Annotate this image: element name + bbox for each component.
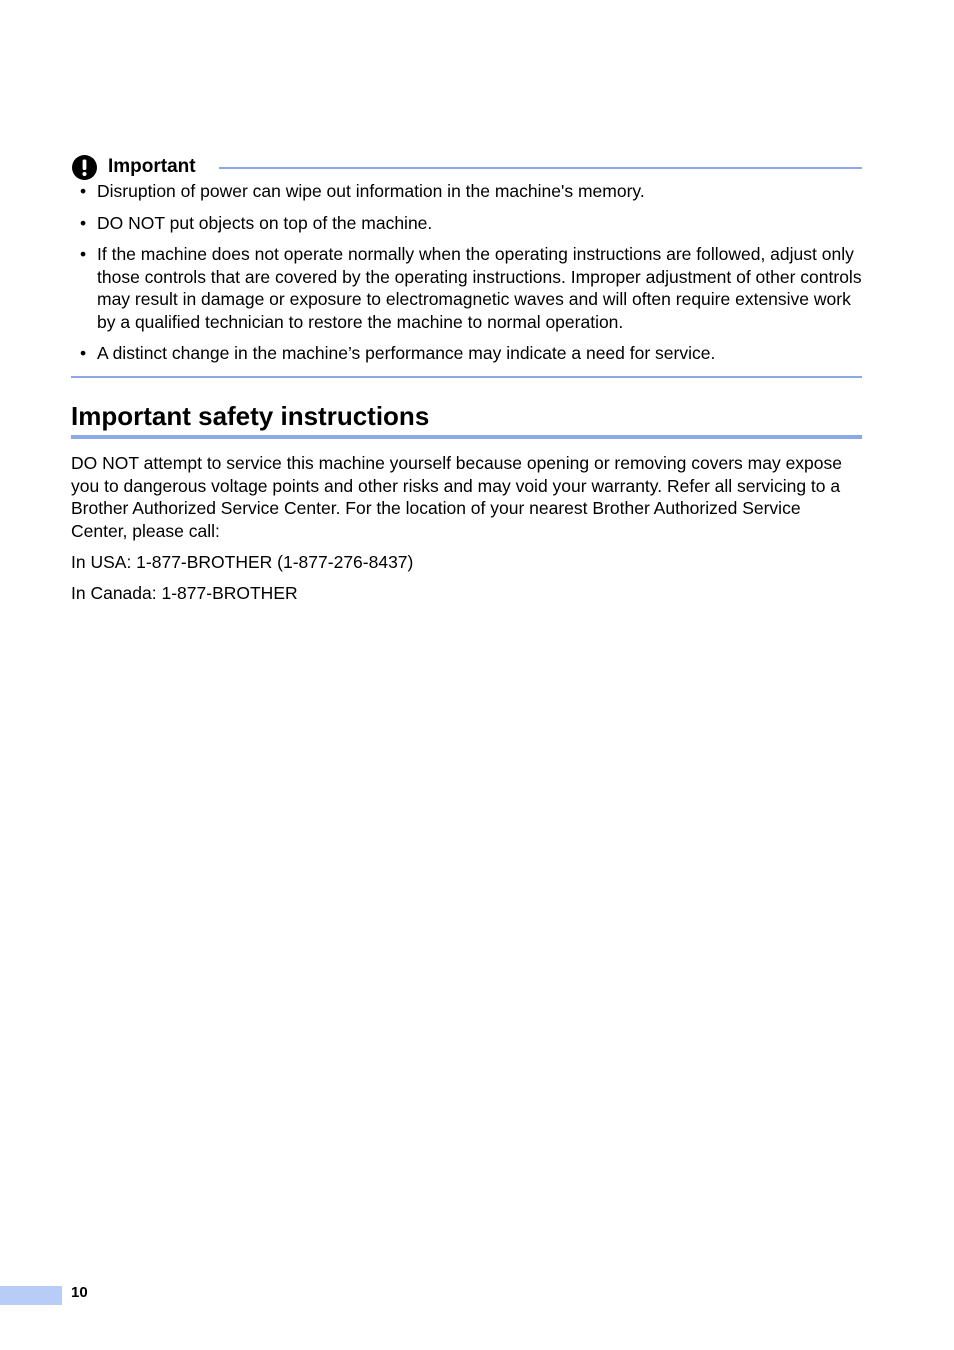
notice-title: Important [108,156,196,177]
canada-phone-line: In Canada: 1-877-BROTHER [71,583,298,603]
notice-bottom-rule [71,376,862,378]
notice-item-text: Disruption of power can wipe out information in the machine's memory. [97,181,645,201]
notice-item [72,180,862,203]
section-title-rule [71,435,862,439]
notice-item-text: DO NOT put objects on top of the machine. [97,212,433,233]
notice-item-text: If the machine does not operate normally when the operating instructions are followed, adjust only those controls that are covered by the operating instructions. Improper adjustment of other controls may result in damage or exposure to electromagnetic waves and will often require extensive work by a qualified technician to restore the machine to normal operation. [97,244,862,332]
usa-phone-line: In USA: 1-877-BROTHER (1-877-276-8437) [71,552,414,572]
footer-tab [0,1286,62,1305]
bullet-icon: • [80,212,87,233]
bullet-icon: • [80,244,87,264]
notice-item [72,342,862,365]
notice-list [72,180,862,374]
service-paragraph: DO NOT attempt to service this machine yourself because opening or removing covers may expose you to dangerous voltage points and other risks and may void your warranty. Refer all servicing to a Brother Authorized Service Center. For the location of your nearest Brother Authorized Service Center, please call: [71,453,842,541]
section-title: Important safety instructions [71,401,430,431]
bullet-icon: • [80,343,87,363]
bullet-icon: • [80,181,87,201]
page-number: 10 [71,1284,88,1301]
important-notice-header [72,154,862,180]
notice-item [72,243,862,333]
exclamation-circle-icon [72,155,97,180]
notice-item-text: A distinct change in the machine’s performance may indicate a need for service. [97,343,716,363]
notice-title-rule [219,167,862,169]
notice-item [72,212,862,235]
